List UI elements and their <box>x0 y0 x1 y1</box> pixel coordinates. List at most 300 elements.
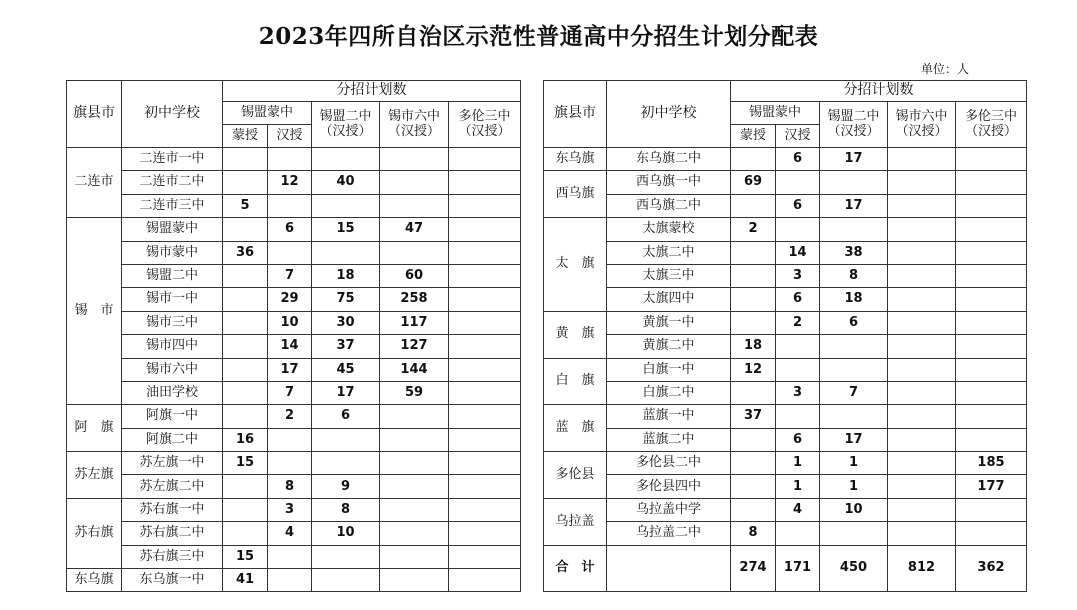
xmez-cell <box>312 428 380 451</box>
xmez-cell: 75 <box>312 288 380 311</box>
district-cell: 东乌旗 <box>544 148 607 171</box>
xmez-cell: 8 <box>312 498 380 521</box>
xslz-cell <box>888 264 956 287</box>
xmmz-hanshou-cell <box>268 148 312 171</box>
unit-label: 单位：人 <box>921 62 970 76</box>
header-row-1 <box>544 81 1027 102</box>
district-cell: 西乌旗 <box>544 171 607 218</box>
mengshou-header: 蒙授 <box>223 125 268 148</box>
table-row <box>67 335 521 358</box>
header-row-1 <box>67 81 521 102</box>
xmez-header-name: 锡盟二中 <box>827 109 880 125</box>
school-cell: 苏右旗一中 <box>122 498 223 521</box>
xmmz-mengshou-cell <box>223 148 268 171</box>
xmmz-hanshou-cell: 7 <box>268 381 312 404</box>
xmez-cell: 37 <box>312 335 380 358</box>
table-row <box>67 381 521 404</box>
school-cell: 苏左旗一中 <box>122 452 223 475</box>
dlsz-header-name: 多伦三中 <box>964 109 1017 125</box>
xmmz-hanshou-cell: 29 <box>268 288 312 311</box>
xslz-cell <box>888 218 956 241</box>
table-row <box>544 171 1027 194</box>
xmmz-mengshou-cell <box>223 311 268 334</box>
xmez-cell <box>820 335 888 358</box>
table-row <box>67 405 521 428</box>
school-cell: 乌拉盖中学 <box>607 498 731 521</box>
district-cell: 苏右旗 <box>67 498 122 568</box>
xslz-cell <box>380 569 449 592</box>
xmmz-mengshou-cell <box>223 288 268 311</box>
xmmz-hanshou-cell: 4 <box>268 522 312 545</box>
xmmz-header: 锡盟蒙中 <box>731 102 820 125</box>
xmmz-hanshou-cell: 4 <box>776 498 820 521</box>
dlsz-cell: 177 <box>956 475 1027 498</box>
xslz-cell <box>380 428 449 451</box>
xslz-cell <box>888 288 956 311</box>
xslz-cell <box>380 522 449 545</box>
dlsz-cell <box>449 545 521 568</box>
xmmz-mengshou-cell <box>731 452 776 475</box>
table-row <box>544 358 1027 381</box>
dlsz-cell <box>449 288 521 311</box>
xmez-cell: 9 <box>312 475 380 498</box>
xslz-header-type: （汉授） <box>387 123 440 139</box>
xmmz-mengshou-cell: 36 <box>223 241 268 264</box>
school-cell: 苏左旗二中 <box>122 475 223 498</box>
xmez-cell <box>820 358 888 381</box>
table-row <box>67 311 521 334</box>
xmmz-hanshou-cell: 6 <box>776 428 820 451</box>
district-header: 旗县市 <box>67 81 122 148</box>
table-row <box>544 522 1027 545</box>
xmmz-hanshou-cell <box>776 218 820 241</box>
xmmz-hanshou-cell: 6 <box>268 218 312 241</box>
xmmz-mengshou-cell <box>223 475 268 498</box>
school-cell: 锡市四中 <box>122 335 223 358</box>
xmmz-hanshou-cell: 6 <box>776 194 820 217</box>
xslz-cell <box>380 171 449 194</box>
school-cell: 锡盟蒙中 <box>122 218 223 241</box>
xmmz-mengshou-cell: 8 <box>731 522 776 545</box>
xmmz-hanshou-cell: 2 <box>268 405 312 428</box>
school-cell: 锡市一中 <box>122 288 223 311</box>
dlsz-header-type: （汉授） <box>964 123 1017 139</box>
dlsz-cell <box>956 241 1027 264</box>
school-cell: 太旗二中 <box>607 241 731 264</box>
xmmz-mengshou-cell <box>731 288 776 311</box>
school-cell: 多伦县四中 <box>607 475 731 498</box>
xmez-cell <box>312 241 380 264</box>
xmmz-mengshou-cell <box>223 522 268 545</box>
xmmz-mengshou-cell <box>731 241 776 264</box>
table-row <box>67 288 521 311</box>
xmez-header-type: （汉授） <box>319 123 372 139</box>
total-mengshou-cell: 274 <box>731 545 776 591</box>
xmez-cell <box>820 218 888 241</box>
xslz-cell: 127 <box>380 335 449 358</box>
district-cell: 太 旗 <box>544 218 607 312</box>
table-row <box>67 452 521 475</box>
xmmz-mengshou-cell <box>223 498 268 521</box>
district-cell: 苏左旗 <box>67 452 122 499</box>
school-cell: 阿旗一中 <box>122 405 223 428</box>
xmmz-hanshou-cell: 1 <box>776 452 820 475</box>
dlsz-cell <box>449 148 521 171</box>
xmmz-mengshou-cell <box>223 171 268 194</box>
dlsz-cell <box>449 358 521 381</box>
xmez-cell: 38 <box>820 241 888 264</box>
dlsz-cell <box>449 428 521 451</box>
district-cell: 阿 旗 <box>67 405 122 452</box>
xmez-cell <box>820 171 888 194</box>
dlsz-header-type: （汉授） <box>458 123 511 139</box>
xmmz-hanshou-cell: 3 <box>776 381 820 404</box>
table-row <box>67 241 521 264</box>
total-xmez-cell: 450 <box>820 545 888 591</box>
xmmz-hanshou-cell <box>268 194 312 217</box>
dlsz-cell <box>956 358 1027 381</box>
xmez-cell <box>820 522 888 545</box>
xmmz-hanshou-cell <box>268 241 312 264</box>
xmmz-hanshou-cell: 8 <box>268 475 312 498</box>
district-cell: 锡 市 <box>67 218 122 405</box>
total-hanshou-cell: 171 <box>776 545 820 591</box>
xslz-cell <box>888 148 956 171</box>
table-row <box>67 218 521 241</box>
xmmz-hanshou-cell: 3 <box>776 264 820 287</box>
xslz-cell <box>888 194 956 217</box>
table-row <box>544 405 1027 428</box>
table-row <box>67 545 521 568</box>
dlsz-cell: 185 <box>956 452 1027 475</box>
dlsz-cell <box>449 311 521 334</box>
xmez-header <box>820 102 888 148</box>
school-cell: 西乌旗一中 <box>607 171 731 194</box>
school-cell: 白旗二中 <box>607 381 731 404</box>
table-row <box>544 218 1027 241</box>
dlsz-cell <box>956 311 1027 334</box>
xmmz-hanshou-cell: 2 <box>776 311 820 334</box>
table-row <box>544 264 1027 287</box>
xslz-cell <box>888 358 956 381</box>
xslz-cell <box>888 498 956 521</box>
document-title: 2023年四所自治区示范性普通高中分招生计划分配表 <box>258 23 819 50</box>
xmmz-mengshou-cell <box>731 264 776 287</box>
xslz-header-type: （汉授） <box>895 123 948 139</box>
xslz-cell <box>380 475 449 498</box>
district-cell: 二连市 <box>67 148 122 218</box>
school-cell: 锡盟二中 <box>122 264 223 287</box>
xslz-cell <box>888 381 956 404</box>
xslz-cell: 117 <box>380 311 449 334</box>
xmmz-hanshou-cell: 10 <box>268 311 312 334</box>
xmmz-mengshou-cell <box>731 498 776 521</box>
school-cell: 太旗四中 <box>607 288 731 311</box>
school-cell: 锡市三中 <box>122 311 223 334</box>
total-dlsz-cell: 362 <box>956 545 1027 591</box>
dlsz-cell <box>449 194 521 217</box>
xmmz-hanshou-cell <box>268 428 312 451</box>
xmmz-hanshou-cell <box>776 358 820 381</box>
xmmz-mengshou-cell: 69 <box>731 171 776 194</box>
school-cell: 东乌旗二中 <box>607 148 731 171</box>
school-cell: 苏右旗二中 <box>122 522 223 545</box>
school-cell: 乌拉盖二中 <box>607 522 731 545</box>
xmmz-hanshou-cell <box>776 522 820 545</box>
xmmz-mengshou-cell <box>223 335 268 358</box>
dlsz-cell <box>956 522 1027 545</box>
dlsz-cell <box>956 381 1027 404</box>
xmez-header <box>312 102 380 148</box>
xmmz-hanshou-cell: 1 <box>776 475 820 498</box>
xmez-header-type: （汉授） <box>827 123 880 139</box>
dlsz-cell <box>956 498 1027 521</box>
school-cell: 太旗三中 <box>607 264 731 287</box>
dlsz-cell <box>449 218 521 241</box>
school-cell: 油田学校 <box>122 381 223 404</box>
xmmz-hanshou-cell <box>268 452 312 475</box>
xmmz-hanshou-cell: 17 <box>268 358 312 381</box>
district-cell: 白 旗 <box>544 358 607 405</box>
xmez-cell: 10 <box>820 498 888 521</box>
xmmz-hanshou-cell: 14 <box>268 335 312 358</box>
xmmz-hanshou-cell <box>776 405 820 428</box>
xmmz-mengshou-cell: 15 <box>223 452 268 475</box>
xmmz-mengshou-cell <box>223 218 268 241</box>
dlsz-header <box>449 102 521 148</box>
right-table-body <box>544 81 1027 592</box>
school-cell: 白旗一中 <box>607 358 731 381</box>
xmmz-hanshou-cell: 6 <box>776 288 820 311</box>
table-row <box>67 358 521 381</box>
xslz-header-name: 锡市六中 <box>387 109 440 125</box>
xmez-cell: 17 <box>820 194 888 217</box>
xslz-header-name: 锡市六中 <box>895 109 948 125</box>
school-cell: 锡市六中 <box>122 358 223 381</box>
dlsz-cell <box>956 194 1027 217</box>
dlsz-cell <box>956 171 1027 194</box>
school-cell: 西乌旗二中 <box>607 194 731 217</box>
xmmz-hanshou-cell: 6 <box>776 148 820 171</box>
table-row <box>544 428 1027 451</box>
table-row <box>67 569 521 592</box>
xslz-cell <box>380 545 449 568</box>
xmmz-mengshou-cell <box>731 148 776 171</box>
table-row <box>67 148 521 171</box>
dlsz-cell <box>956 405 1027 428</box>
xmmz-hanshou-cell <box>776 171 820 194</box>
xslz-cell <box>888 241 956 264</box>
school-cell: 多伦县二中 <box>607 452 731 475</box>
xmez-cell: 45 <box>312 358 380 381</box>
xslz-cell <box>380 194 449 217</box>
dlsz-cell <box>449 241 521 264</box>
xslz-cell <box>380 405 449 428</box>
table-row <box>544 475 1027 498</box>
xmez-cell: 18 <box>820 288 888 311</box>
xslz-header <box>888 102 956 148</box>
dlsz-cell <box>956 148 1027 171</box>
xmez-cell: 17 <box>820 148 888 171</box>
xslz-cell <box>380 148 449 171</box>
school-cell: 阿旗二中 <box>122 428 223 451</box>
xslz-cell <box>888 171 956 194</box>
xmmz-hanshou-cell <box>776 335 820 358</box>
allocation-table-right <box>543 80 1027 592</box>
dlsz-cell <box>956 335 1027 358</box>
school-cell: 东乌旗一中 <box>122 569 223 592</box>
xmmz-mengshou-cell <box>731 194 776 217</box>
xmez-cell <box>312 569 380 592</box>
xmez-cell: 15 <box>312 218 380 241</box>
xmmz-hanshou-cell: 3 <box>268 498 312 521</box>
dlsz-cell <box>449 498 521 521</box>
xmmz-mengshou-cell <box>223 381 268 404</box>
xmmz-mengshou-cell: 18 <box>731 335 776 358</box>
xmez-cell: 1 <box>820 452 888 475</box>
plan-header: 分招计划数 <box>731 81 1027 102</box>
school-cell: 二连市二中 <box>122 171 223 194</box>
xmmz-hanshou-cell: 14 <box>776 241 820 264</box>
xmmz-mengshou-cell <box>223 358 268 381</box>
school-cell: 锡市蒙中 <box>122 241 223 264</box>
dlsz-cell <box>956 288 1027 311</box>
xmmz-mengshou-cell: 16 <box>223 428 268 451</box>
xmez-cell <box>820 405 888 428</box>
dlsz-cell <box>956 428 1027 451</box>
school-cell: 二连市一中 <box>122 148 223 171</box>
table-row <box>544 452 1027 475</box>
dlsz-cell <box>449 405 521 428</box>
xmmz-hanshou-cell <box>268 569 312 592</box>
dlsz-cell <box>449 569 521 592</box>
table-row <box>544 288 1027 311</box>
district-cell: 多伦县 <box>544 452 607 499</box>
xslz-cell: 144 <box>380 358 449 381</box>
table-row <box>544 194 1027 217</box>
dlsz-cell <box>449 335 521 358</box>
xmez-cell <box>312 545 380 568</box>
dlsz-cell <box>449 171 521 194</box>
table-row <box>67 498 521 521</box>
xmmz-hanshou-cell <box>268 545 312 568</box>
district-cell: 乌拉盖 <box>544 498 607 545</box>
table-row <box>67 194 521 217</box>
xmez-cell: 1 <box>820 475 888 498</box>
school-cell: 二连市三中 <box>122 194 223 217</box>
xmez-cell <box>312 194 380 217</box>
xmmz-mengshou-cell: 37 <box>731 405 776 428</box>
dlsz-cell <box>956 264 1027 287</box>
district-cell: 蓝 旗 <box>544 405 607 452</box>
xmmz-hanshou-cell: 12 <box>268 171 312 194</box>
xslz-cell <box>888 428 956 451</box>
school-header: 初中学校 <box>122 81 223 148</box>
xslz-cell <box>380 498 449 521</box>
total-row <box>544 545 1027 591</box>
xmmz-mengshou-cell <box>731 381 776 404</box>
school-cell: 黄旗一中 <box>607 311 731 334</box>
table-row <box>67 428 521 451</box>
xmez-cell: 6 <box>312 405 380 428</box>
total-school-cell <box>607 545 731 591</box>
xmez-cell: 10 <box>312 522 380 545</box>
xslz-cell <box>888 405 956 428</box>
table-row <box>544 381 1027 404</box>
xmez-cell: 18 <box>312 264 380 287</box>
dlsz-cell <box>449 452 521 475</box>
table-row <box>67 522 521 545</box>
table-row <box>67 264 521 287</box>
xslz-cell: 60 <box>380 264 449 287</box>
xslz-cell <box>380 241 449 264</box>
xmmz-hanshou-cell: 7 <box>268 264 312 287</box>
xslz-cell: 47 <box>380 218 449 241</box>
xmmz-mengshou-cell <box>223 405 268 428</box>
hanshou-header: 汉授 <box>776 125 820 148</box>
xmez-cell: 30 <box>312 311 380 334</box>
table-row <box>67 171 521 194</box>
school-cell: 苏右旗三中 <box>122 545 223 568</box>
left-table-body <box>67 81 521 592</box>
xmmz-mengshou-cell: 41 <box>223 569 268 592</box>
xmmz-mengshou-cell <box>223 264 268 287</box>
school-cell: 太旗蒙校 <box>607 218 731 241</box>
hanshou-header: 汉授 <box>268 125 312 148</box>
xmez-cell: 17 <box>312 381 380 404</box>
xmmz-header: 锡盟蒙中 <box>223 102 312 125</box>
allocation-table-left <box>66 80 521 592</box>
xmez-cell: 40 <box>312 171 380 194</box>
table-row <box>544 148 1027 171</box>
district-header: 旗县市 <box>544 81 607 148</box>
xslz-cell <box>888 335 956 358</box>
total-xslz-cell: 812 <box>888 545 956 591</box>
xmmz-mengshou-cell: 5 <box>223 194 268 217</box>
xmmz-mengshou-cell: 15 <box>223 545 268 568</box>
xmez-cell: 7 <box>820 381 888 404</box>
school-cell: 黄旗二中 <box>607 335 731 358</box>
xmez-cell: 17 <box>820 428 888 451</box>
district-cell: 黄 旗 <box>544 311 607 358</box>
school-header: 初中学校 <box>607 81 731 148</box>
dlsz-cell <box>449 264 521 287</box>
dlsz-header <box>956 102 1027 148</box>
total-label: 合 计 <box>544 545 607 591</box>
xslz-cell: 59 <box>380 381 449 404</box>
xslz-cell: 258 <box>380 288 449 311</box>
plan-header: 分招计划数 <box>223 81 521 102</box>
xmez-cell <box>312 452 380 475</box>
dlsz-cell <box>956 218 1027 241</box>
xslz-cell <box>888 522 956 545</box>
dlsz-cell <box>449 381 521 404</box>
table-row <box>544 311 1027 334</box>
school-cell: 蓝旗二中 <box>607 428 731 451</box>
xmmz-mengshou-cell <box>731 428 776 451</box>
xslz-cell <box>888 452 956 475</box>
xmmz-mengshou-cell: 2 <box>731 218 776 241</box>
mengshou-header: 蒙授 <box>731 125 776 148</box>
xmez-cell <box>312 148 380 171</box>
xmez-cell: 8 <box>820 264 888 287</box>
xslz-cell <box>888 311 956 334</box>
xmmz-mengshou-cell <box>731 475 776 498</box>
dlsz-header-name: 多伦三中 <box>458 109 511 125</box>
xmmz-mengshou-cell: 12 <box>731 358 776 381</box>
dlsz-cell <box>449 475 521 498</box>
dlsz-cell <box>449 522 521 545</box>
